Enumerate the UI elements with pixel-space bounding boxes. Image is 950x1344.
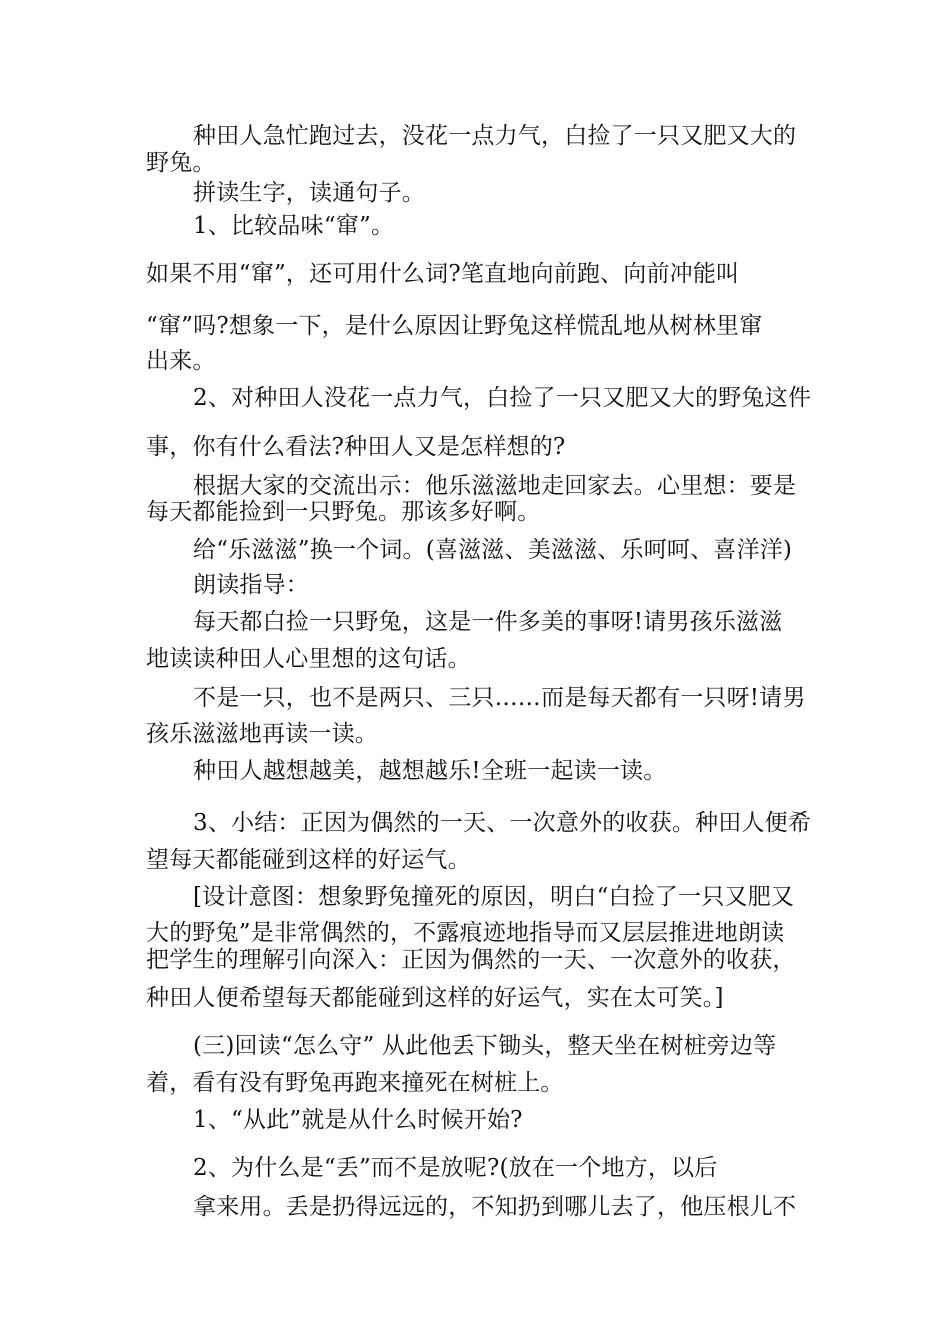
text-line: 着，看有没有野兔再跑来撞死在树桩上。 bbox=[146, 1070, 564, 1096]
text-line: 每天都能捡到一只野兔。那该多好啊。 bbox=[146, 499, 541, 525]
text-line: [设计意图：想象野兔撞死的原因，明白“白捡了一只又肥又 bbox=[193, 884, 795, 910]
text-line: 事，你有什么看法?种田人又是怎样想的? bbox=[146, 434, 566, 460]
text-line: 地读读种田人心里想的这句话。 bbox=[146, 646, 471, 672]
text-line: 2、为什么是“丢”而不是放呢?(放在一个地方，以后 bbox=[193, 1155, 718, 1181]
text-line: 朗读指导： bbox=[193, 572, 309, 598]
text-line: 3、小结：正因为偶然的一天、一次意外的收获。种田人便希 bbox=[193, 810, 812, 836]
text-line: 1、比较品味“窜”。 bbox=[193, 213, 395, 239]
text-line: (三)回读“怎么守” 从此他丢下锄头，整天坐在树桩旁边等 bbox=[193, 1033, 777, 1059]
text-line: 种田人便希望每天都能碰到这样的好运气，实在太可笑。] bbox=[146, 985, 724, 1011]
text-line: 野兔。 bbox=[146, 150, 216, 176]
text-line: 出来。 bbox=[146, 348, 216, 374]
text-line: 种田人越想越美，越想越乐!全班一起读一读。 bbox=[193, 758, 667, 784]
text-line: 大的野兔”是非常偶然的，不露痕迹地指导而又层层推进地朗读 bbox=[146, 920, 785, 946]
text-line: 如果不用“窜”，还可用什么词?笔直地向前跑、向前冲能叫 bbox=[146, 261, 740, 287]
text-line: 望每天都能碰到这样的好运气。 bbox=[146, 847, 471, 873]
text-line: 2、对种田人没花一点力气，白捡了一只又肥又大的野兔这件 bbox=[193, 385, 812, 411]
text-line: 1、“从此”就是从什么时候开始? bbox=[193, 1107, 523, 1133]
text-line: 根据大家的交流出示：他乐滋滋地走回家去。心里想：要是 bbox=[193, 473, 797, 499]
text-line: 每天都白捡一只野兔，这是一件多美的事呀!请男孩乐滋滋 bbox=[193, 609, 783, 635]
text-line: 拿来用。丢是扔得远远的，不知扔到哪儿去了，他压根儿不 bbox=[193, 1194, 797, 1220]
text-line: 给“乐滋滋”换一个词。(喜滋滋、美滋滋、乐呵呵、喜洋洋) bbox=[193, 537, 793, 563]
text-line: 种田人急忙跑过去，没花一点力气，白捡了一只又肥又大的 bbox=[193, 123, 797, 149]
text-line: “窜”吗?想象一下，是什么原因让野兔这样慌乱地从树林里窜 bbox=[146, 313, 763, 339]
text-line: 孩乐滋滋地再读一读。 bbox=[146, 721, 378, 747]
text-line: 不是一只，也不是两只、三只……而是每天都有一只呀!请男 bbox=[193, 685, 806, 711]
text-line: 拼读生字，读通句子。 bbox=[193, 180, 425, 206]
text-line: 把学生的理解引向深入：正因为偶然的一天、一次意外的收获， bbox=[146, 947, 796, 973]
